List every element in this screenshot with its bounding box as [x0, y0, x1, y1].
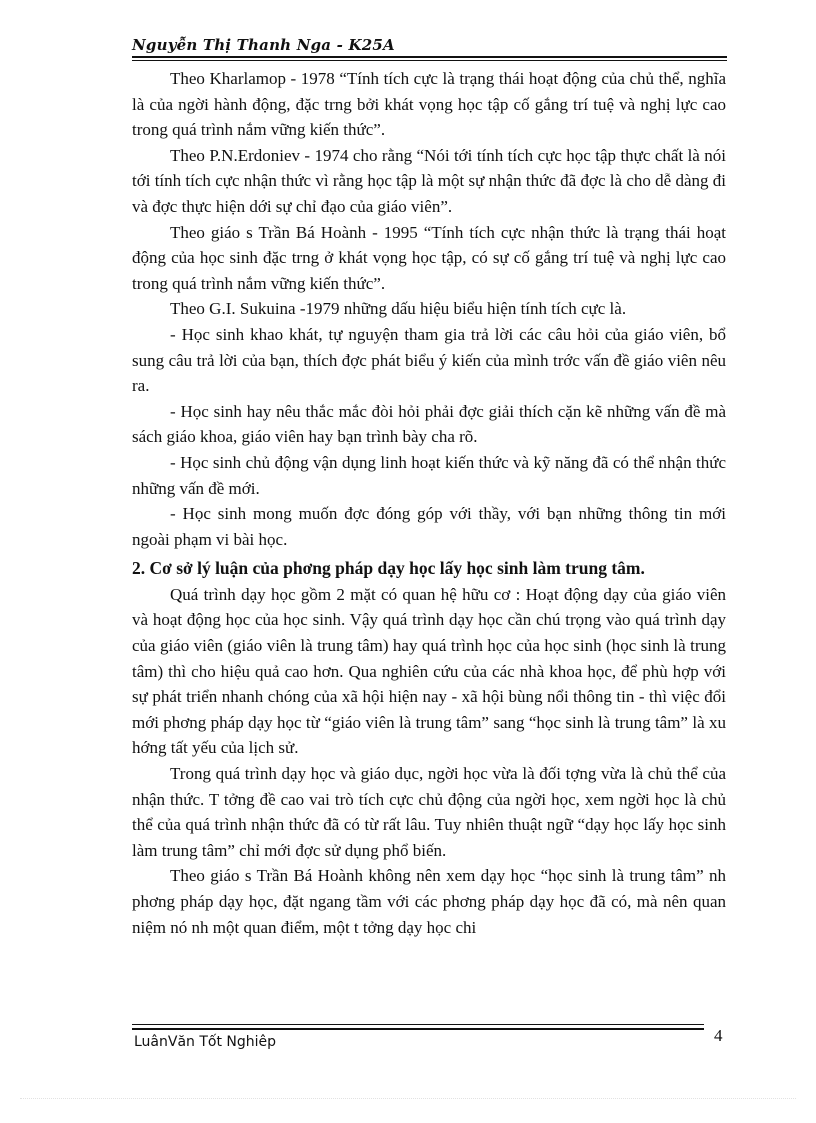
paragraph-kharlamop: Theo Kharlamop - 1978 “Tính tích cực là trạng thái hoạt động của chủ thể, nghĩa là của ngời hành động, đặc trng bởi khát vọng học tập cố gắng trí tuệ và nghị lực cao trong quá trình nắm vững kiến thức”. — [132, 69, 726, 140]
header-rule-thick — [132, 56, 727, 58]
header-rule-thin — [132, 60, 727, 61]
page-number: 4 — [714, 1026, 723, 1045]
paragraph-learner-subject: Trong quá trình dạy học và giáo dục, ngời học vừa là đối tợng vừa là chủ thể của nhận thức. T tởng đề cao vai trò tích cực chủ động của ngời học, xem ngời học là chủ thể của quá trình nhận thức đã có từ rất lâu. Tuy nhiên thuật ngữ “dạy học lấy học sinh làm trung tâm” chỉ mới đợc sử dụng phổ biến. — [132, 764, 726, 860]
list-item: - Học sinh khao khát, tự nguyện tham gia trả lời các câu hỏi của giáo viên, bổ sung câu trả lời của bạn, thích đợc phát biểu ý kiến của mình trớc vấn đề giáo viên nêu ra. — [132, 324, 726, 396]
paragraph-sukuina: Theo G.I. Sukuina -1979 những dấu hiệu biểu hiện tính tích cực là. — [170, 299, 627, 319]
header-title: Nguyễn Thị Thanh Nga - K25A — [132, 36, 395, 54]
footer-rule-thick — [132, 1028, 704, 1030]
paragraph-hoanh-view: Theo giáo s Trần Bá Hoành không nên xem dạy học “học sinh là trung tâm” nh phơng pháp dạy học, đặt ngang tầm với các phơng pháp dạy học đã có, mà nên quan niệm nó nh một quan điểm, một t tởng dạy học chi — [132, 866, 726, 937]
footer-label: LuânVăn Tốt Nghiêp — [134, 1034, 277, 1050]
list-item: - Học sinh hay nêu thắc mắc đòi hỏi phải đợc giải thích cặn kẽ những vấn đề mà sách giáo khoa, giáo viên hay bạn trình bày cha rõ. — [132, 401, 726, 447]
list-item: - Học sinh chủ động vận dụng linh hoạt kiến thức và kỹ năng đã có thể nhận thức những vấn đề mới. — [132, 452, 726, 498]
footer-rule-thin — [132, 1024, 704, 1025]
document-body — [132, 66, 726, 940]
page-bottom-dotted-line — [20, 1098, 796, 1099]
paragraph-erdoniev: Theo P.N.Erdoniev - 1974 cho rằng “Nói tới tính tích cực học tập thực chất là nói tới tính tích cực nhận thức vì rằng học tập là một sự nhận thức đã đợc là cho dễ dàng đi và đợc thực hiện dới sự chỉ đạo của giáo viên”. — [132, 145, 726, 216]
paragraph-tran-ba-hoanh: Theo giáo s Trần Bá Hoành - 1995 “Tính tích cực nhận thức là trạng thái hoạt động của học sinh đặc trng ở khát vọng học tập, có sự cố gắng trí tuệ và nghị lực cao trong quá trình nắm vững kiến thức”. — [132, 222, 726, 293]
section-heading: 2. Cơ sở lý luận của phơng pháp dạy học lấy học sinh làm trung tâm. — [132, 558, 645, 579]
paragraph-teaching-process: Quá trình dạy học gồm 2 mặt có quan hệ hữu cơ : Hoạt động dạy của giáo viên và hoạt động học của học sinh. Vậy quá trình dạy học cần chú trọng vào quá trình dạy của giáo viên (giáo viên là trung tâm) hay quá trình học của học sinh (học sinh là trung tâm) thì cho hiệu quả cao hơn. Qua nghiên cứu của các nhà khoa học, để phù hợp với sự phát triển nhanh chóng của xã hội hiện nay - xã hội bùng nổi thông tin - thì việc đổi mới phơng pháp dạy học từ “giáo viên là trung tâm” sang “học sinh là trung tâm” là xu hớng tất yếu của lịch sử. — [132, 584, 726, 758]
list-item: - Học sinh mong muốn đợc đóng góp với thầy, với bạn những thông tin mới ngoài phạm vi bài học. — [132, 504, 726, 549]
page-header — [132, 36, 727, 55]
